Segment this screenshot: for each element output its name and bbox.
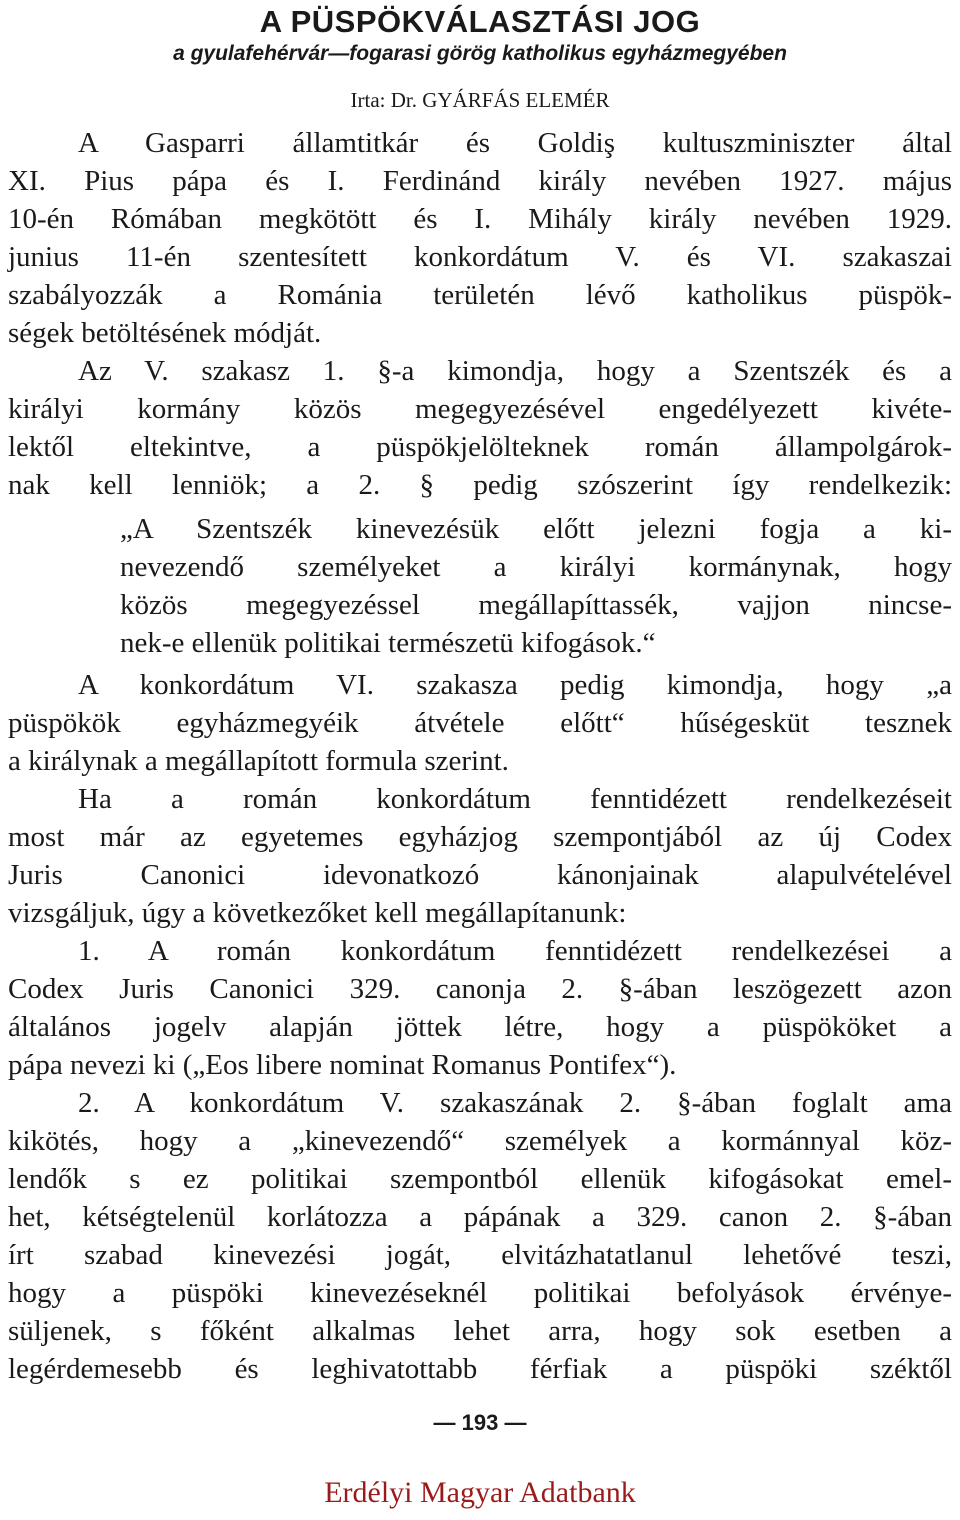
author-byline: Irta: Dr. GYÁRFÁS ELEMÉR [350, 88, 610, 112]
body-line: pápa nevezi ki („Eos libere nominat Romanus Pontifex“). [8, 1049, 677, 1081]
body-line: 2. A konkordátum V. szakaszának 2. §-ában foglalt ama [78, 1087, 952, 1119]
body-line: junius 11-én szentesített konkordátum V. és VI. szakaszai [8, 241, 952, 273]
quote-line: „A Szentszék kinevezésük előtt jelezni fogja a ki- [120, 513, 952, 545]
body-line: püspökök egyházmegyéik átvétele előtt“ hűségesküt tesznek [8, 707, 952, 739]
body-line: het, kétségtelenül korlátozza a pápának a 329. canon 2. §-ában [8, 1201, 952, 1233]
body-line: a királynak a megállapított formula szerint. [8, 745, 509, 777]
body-line: királyi kormány közös megegyezésével engedélyezett kivéte- [8, 393, 952, 425]
body-line: nak kell lenniök; a 2. § pedig szószerint így rendelkezik: [8, 469, 952, 501]
body-line: kikötés, hogy a „kinevezendő“ személyek a kormánnyal köz- [8, 1125, 952, 1157]
source-footer: Erdélyi Magyar Adatbank [324, 1476, 636, 1509]
page-number: — 193 — [433, 1410, 527, 1435]
body-line: ségek betöltésének módját. [8, 317, 322, 349]
body-line: lektől eltekintve, a püspökjelölteknek román állampolgárok- [8, 431, 952, 463]
body-line: Ha a román konkordátum fenntidézett rendelkezéseit [78, 783, 952, 815]
body-line: 10-én Rómában megkötött és I. Mihály király nevében 1929. [8, 203, 952, 235]
body-line: vizsgáljuk, úgy a következőket kell megállapítanunk: [8, 897, 627, 929]
body-line: A Gasparri államtitkár és Goldiş kultuszminiszter által [78, 127, 952, 159]
body-line: 1. A román konkordátum fenntidézett rendelkezései a [78, 935, 952, 967]
quote-line: nevezendő személyeket a királyi kormánynak, hogy [120, 551, 952, 583]
body-line: hogy a püspöki kinevezéseknél politikai befolyások érvénye- [8, 1277, 952, 1309]
body-line: XI. Pius pápa és I. Ferdinánd király nevében 1927. május [8, 165, 952, 197]
quote-line: közös megegyezéssel megállapíttassék, vajjon nincse- [120, 589, 952, 621]
body-line: legérdemesebb és leghivatottabb férfiak a püspöki széktől [8, 1353, 952, 1385]
body-line: Az V. szakasz 1. §-a kimondja, hogy a Szentszék és a [78, 355, 952, 387]
body-line: Codex Juris Canonici 329. canonja 2. §-ában leszögezett azon [8, 973, 952, 1005]
body-line: most már az egyetemes egyházjog szempontjából az új Codex [8, 821, 952, 853]
body-line: lendők s ez politikai szempontból ellenük kifogásokat emel- [8, 1163, 952, 1195]
article-subtitle: a gyulafehérvár—fogarasi görög katholikus egyházmegyében [173, 42, 787, 65]
quote-line: nek-e ellenük politikai természetü kifogások.“ [120, 627, 656, 659]
body-line: írt szabad kinevezési jogát, elvitázhatatlanul lehetővé teszi, [8, 1239, 952, 1271]
body-line: szabályozzák a Románia területén lévő katholikus püspök- [8, 279, 952, 311]
article-title: A PÜSPÖKVÁLASZTÁSI JOG [259, 4, 701, 39]
body-line: Juris Canonici idevonatkozó kánonjainak alapulvételével [8, 859, 952, 891]
body-line: A konkordátum VI. szakasza pedig kimondja, hogy „a [78, 669, 952, 701]
body-line: süljenek, s főként alkalmas lehet arra, hogy sok esetben a [8, 1315, 952, 1347]
body-line: általános jogelv alapján jöttek létre, hogy a püspököket a [8, 1011, 952, 1043]
